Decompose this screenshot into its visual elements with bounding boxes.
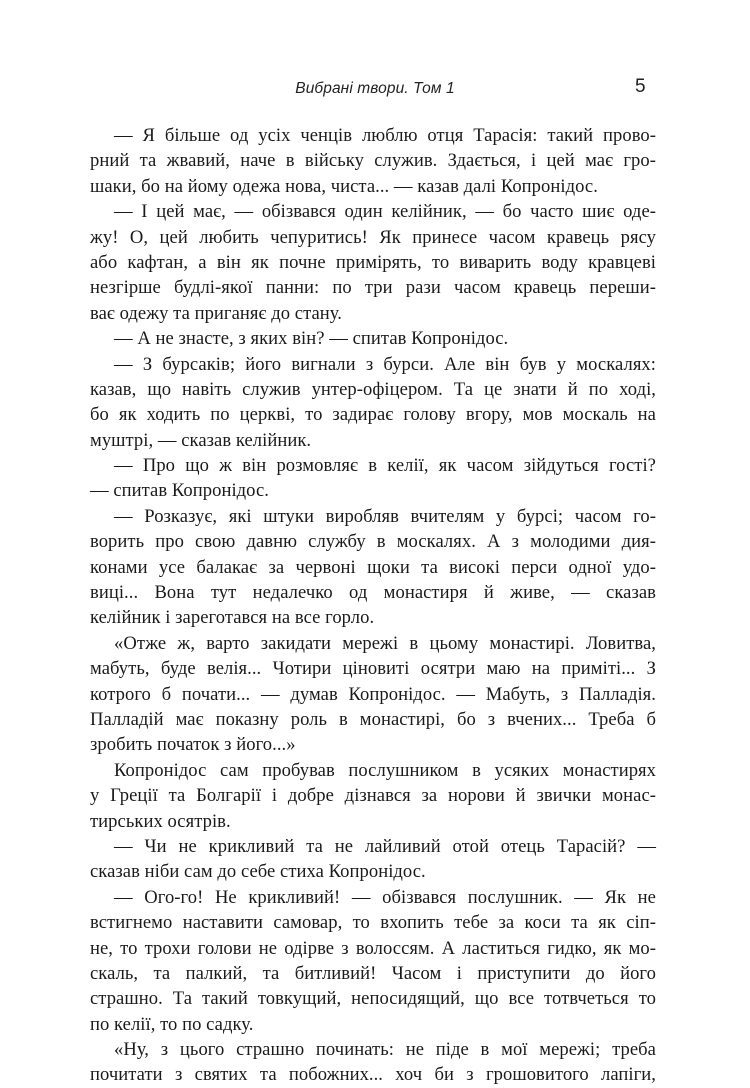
text-line: скаль, та палкий, та битливий! Часом і приступити до його xyxy=(90,962,656,984)
text-line: почитати з святих та побожних... хоч би з грошовитого лапіги, xyxy=(90,1064,656,1086)
text-line: або кафтан, а він як почне примірять, то виварить воду кравцеві xyxy=(90,251,656,273)
text-line: — Ого-го! Не крикливий! — обізвався послушник. — Як не xyxy=(114,886,656,908)
text-line: мабуть, буде велія... Чотири ціновиті осятри маю на приміті... З xyxy=(90,658,656,680)
text-line: зробить початок з його...» xyxy=(90,734,296,756)
text-line: «Ну, з цього страшно починать: не піде в мої мережі; треба xyxy=(114,1039,656,1061)
text-line: сказав ніби сам до себе стиха Копронідос. xyxy=(90,861,426,883)
text-line: казав, що навіть служив унтер-офіцером. Та це знати й по ході, xyxy=(90,378,656,400)
body-text xyxy=(90,123,656,1088)
text-line: Палладій має показну роль в монастирі, бо з вчених... Треба б xyxy=(90,708,656,730)
text-line: — І цей має, — обізвався один келійник, — бо часто шиє оде- xyxy=(114,201,656,223)
running-header-title: Вибрані твори. Том 1 xyxy=(295,80,455,97)
text-line: бо як ходить по церкві, то задирає голову вгору, мов москаль на xyxy=(90,404,656,426)
text-line: — Чи не крикливий та не лайливий отой отець Тарасій? — xyxy=(114,835,656,857)
text-line: встигнемо наставити самовар, то вхопить тебе за коси та як сіп- xyxy=(90,912,656,934)
text-line: страшно. Та такий товкущий, непосидящий, що все тотвчеться то xyxy=(90,988,656,1010)
text-line: ває одежу та приганяє до стану. xyxy=(90,302,342,324)
text-line: незгірше будлі-якої панни: по три рази часом кравець переши- xyxy=(90,277,656,299)
text-line: ворить про свою давню службу в москалях. А з молодими дия- xyxy=(90,531,656,553)
text-line: у Греції та Болгарії і добре дізнався за норови й звички монас- xyxy=(90,785,656,807)
text-line: келійник і зареготався на все горло. xyxy=(90,607,375,629)
text-line: — Я більше од усіх ченців люблю отця Тарасія: такий прово- xyxy=(114,125,656,146)
text-line: виці... Вона тут недалечко од монастиря й живе, — сказав xyxy=(90,582,656,604)
text-line: не, то трохи голови не одірве з волоссям. А ластиться гидко, як мо- xyxy=(90,937,656,959)
text-line: конами усе балакає за червоні щоки та високі перси одної удо- xyxy=(90,556,656,578)
text-line: шаки, бо на йому одежа нова, чиста... — казав далі Копронідос. xyxy=(90,175,598,197)
text-line: муштрі, — сказав келійник. xyxy=(90,429,312,451)
text-line: — спитав Копронідос. xyxy=(90,480,269,502)
page-number: 5 xyxy=(635,76,646,97)
text-line: Копронідос сам пробував послушником в усяких монастирях xyxy=(114,759,656,781)
text-line: — А не знасте, з яких він? — спитав Копронідос. xyxy=(114,328,509,350)
text-line: — Про що ж він розмовляє в келії, як часом зійдуться гості? xyxy=(114,455,656,477)
text-line: котрого б почати... — думав Копронідос. — Мабуть, з Палладія. xyxy=(90,683,656,705)
text-line: тирських осятрів. xyxy=(90,810,231,832)
text-line: по келії, то по садку. xyxy=(90,1013,254,1035)
running-header xyxy=(0,74,750,104)
text-line: жу! О, цей любить чепуритись! Як принесе часом кравець рясу xyxy=(90,226,656,248)
text-line: «Отже ж, варто закидати мережі в цьому монастирі. Ловитва, xyxy=(114,632,656,654)
text-line: — З бурсаків; його вигнали з бурси. Але він був у москалях: xyxy=(114,353,656,375)
text-line: — Розказує, які штуки виробляв вчителям у бурсі; часом го- xyxy=(114,505,656,527)
text-line: рний та жвавий, наче в війську служив. Здається, і цей має гро- xyxy=(90,150,656,172)
